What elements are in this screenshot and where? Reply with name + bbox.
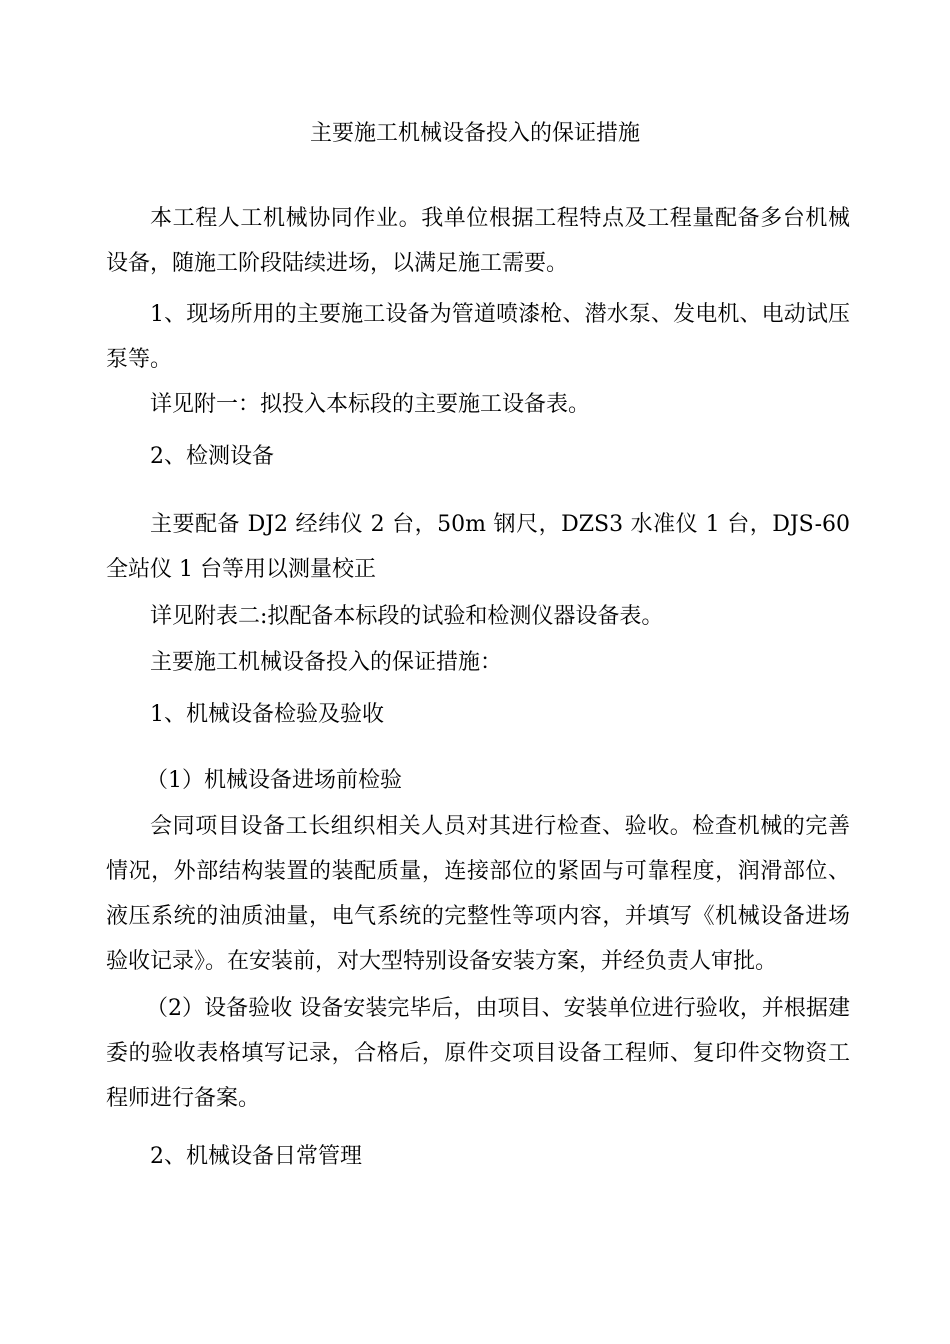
paragraph-appendix-one: 详见附一：拟投入本标段的主要施工设备表。 <box>150 392 591 417</box>
paragraph-testing-equipment: 主要配备 DJ2 经纬仪 2 台，50m 钢尺，DZS3 水准仪 1 台，DJS-60 全站仪 1 台等用以测量校正 <box>106 512 850 582</box>
paragraph-measures-heading: 主要施工机械设备投入的保证措施： <box>150 650 503 675</box>
paragraph-appendix-two: 详见附表二:拟配备本标段的试验和检测仪器设备表。 <box>150 604 664 629</box>
paragraph-heading-inspection: 1、机械设备检验及验收 <box>150 702 384 727</box>
paragraph-inspection-detail: 会同项目设备工长组织相关人员对其进行检查、验收。检查机械的完善情况，外部结构装置的装配质量，连接部位的紧固与可靠程度，润滑部位、液压系统的油质油量，电气系统的完整性等项内容，并填写《机械设备进场验收记录》。在安装前，对大型特别设备安装方案，并经负责人审批。 <box>106 814 850 974</box>
paragraph-subheading-pre-entry: （1）机械设备进场前检验 <box>146 768 402 793</box>
paragraph-main-equipment: 1、现场所用的主要施工设备为管道喷漆枪、潜水泵、发电机、电动试压泵等。 <box>106 302 850 372</box>
paragraph-heading-daily-management: 2、机械设备日常管理 <box>150 1144 362 1169</box>
document-title: 主要施工机械设备投入的保证措施 <box>309 121 640 146</box>
paragraph-acceptance: （2）设备验收 设备安装完毕后，由项目、安装单位进行验收，并根据建委的验收表格填写记录，合格后，原件交项目设备工程师、复印件交物资工程师进行备案。 <box>106 996 850 1111</box>
paragraph-intro: 本工程人工机械协同作业。我单位根据工程特点及工程量配备多台机械设备，随施工阶段陆续进场，以满足施工需要。 <box>106 206 850 276</box>
paragraph-heading-testing: 2、检测设备 <box>150 444 274 469</box>
